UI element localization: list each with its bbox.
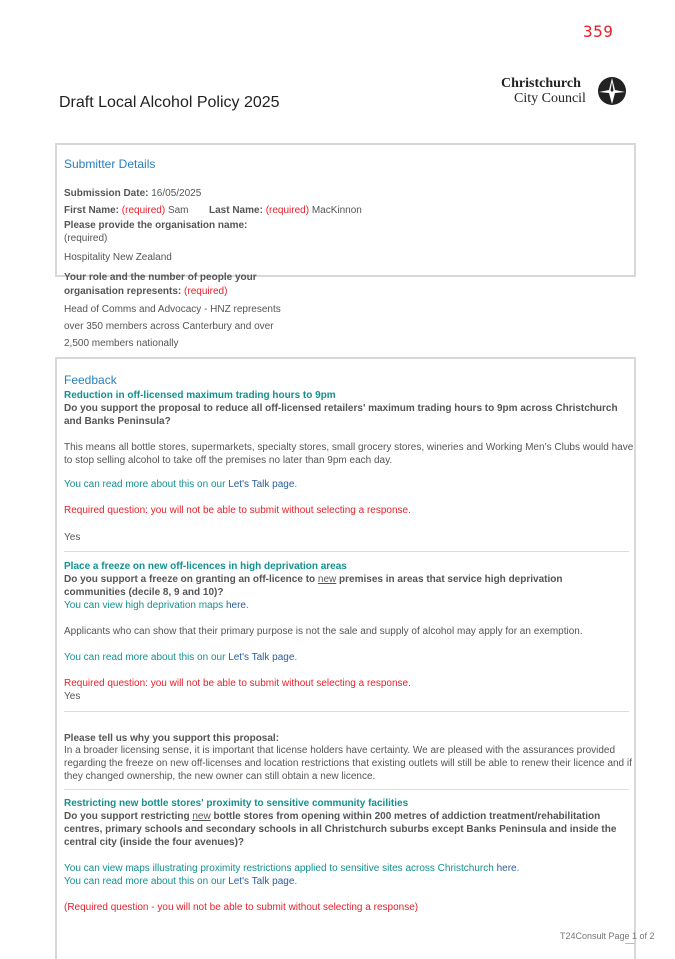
last-name-required: (required) — [265, 205, 310, 216]
reason-label: Please tell us why you support this proposal: — [64, 733, 280, 744]
q1-question-line2: and Banks Peninsula? — [64, 416, 171, 427]
q3-maps-link[interactable]: here — [496, 863, 517, 874]
q2-read-more-prefix: You can read more about this on our — [64, 652, 229, 663]
q3-read-more — [64, 876, 297, 887]
q3-read-more-suffix: . — [294, 876, 298, 887]
q2-question-line1 — [64, 574, 562, 585]
q2-lets-talk-link[interactable]: Let's Talk page — [228, 652, 295, 663]
page-footer: T24Consult Page 1 of 2 — [560, 931, 655, 941]
role-value-line3: 2,500 members nationally — [64, 338, 179, 349]
first-name-value: Sam — [167, 205, 189, 216]
q3-maps — [64, 863, 519, 874]
role-value-line2: over 350 members across Canterbury and over — [64, 321, 274, 332]
q2-question-a: Do you support a freeze on granting an off-licence to — [64, 574, 318, 585]
q3-question-a: Do you support restricting — [64, 811, 193, 822]
q3-maps-prefix: You can view maps illustrating proximity restrictions applied to sensitive sites across Christchurch — [64, 863, 497, 874]
role-label-line1: Your role and the number of people your — [64, 272, 257, 283]
logo-line2: City Council — [514, 91, 586, 106]
footer-rule — [625, 943, 635, 944]
q2-question-line2: communities (decile 8, 9 and 10)? — [64, 587, 224, 598]
q1-lets-talk-link[interactable]: Let's Talk page — [228, 479, 295, 490]
council-logo — [500, 76, 630, 108]
q3-question-line3: central city (inside the four avenues)? — [64, 837, 245, 848]
submission-date-row — [64, 186, 201, 202]
divider — [64, 789, 629, 790]
q3-question-line2: centres, primary schools and secondary schools in all Christchurch suburbs except Banks Peninsula and inside the — [64, 824, 617, 835]
page-number: 359 — [583, 22, 614, 41]
q1-title: Reduction in off-licensed maximum trading hours to 9pm — [64, 390, 336, 401]
last-name-row — [209, 203, 362, 219]
feedback-heading: Feedback — [64, 373, 117, 387]
divider — [64, 711, 629, 712]
q3-read-more-prefix: You can read more about this on our — [64, 876, 229, 887]
q1-answer: Yes — [64, 532, 81, 543]
q3-title: Restricting new bottle stores' proximity to sensitive community facilities — [64, 798, 409, 809]
q3-question-underlined: new — [192, 811, 211, 822]
q3-required-note: (Required question - you will not be able to submit without selecting a response) — [64, 902, 419, 913]
first-name-label: First Name: — [64, 205, 120, 216]
q1-required-note: Required question: you will not be able to submit without selecting a response. — [64, 505, 411, 516]
reason-line2: regarding the freeze on new off-licenses and location restrictions that existing outlets will still be able to renew their licence and if — [64, 758, 632, 769]
q2-maps — [64, 600, 249, 611]
q3-question-line1 — [64, 811, 600, 822]
q1-description-line1: This means all bottle stores, supermarkets, specialty stores, small grocery stores, wineries and Working Men’s Clubs would have — [64, 442, 634, 453]
q2-maps-suffix: . — [245, 600, 249, 611]
role-label-line2: organisation represents: — [64, 286, 182, 297]
reason-line3: they changed ownership, the new owner can still obtain a new licence. — [64, 771, 376, 782]
role-label-line2-row — [64, 284, 227, 300]
divider — [64, 551, 629, 552]
last-name-value: MacKinnon — [311, 205, 362, 216]
q2-read-more — [64, 652, 297, 663]
q3-question-b: bottle stores from opening within 200 metres of addiction treatment/rehabilitation — [210, 811, 601, 822]
reason-line1: In a broader licensing sense, it is important that license holders have certainty. We are pleased with the assurances provided — [64, 745, 616, 756]
q1-read-more-suffix: . — [294, 479, 298, 490]
q3-maps-suffix: . — [516, 863, 520, 874]
q3-lets-talk-link[interactable]: Let's Talk page — [228, 876, 295, 887]
submission-date-value: 16/05/2025 — [151, 188, 202, 199]
q1-read-more — [64, 479, 297, 490]
q2-maps-prefix: You can view high deprivation maps — [64, 600, 226, 611]
q2-question-b: premises in areas that service high deprivation — [336, 574, 563, 585]
q2-exemption: Applicants who can show that their primary purpose is not the sale and supply of alcohol may apply for an exemption. — [64, 626, 583, 637]
q2-maps-link[interactable]: here — [225, 600, 246, 611]
first-name-required: (required) — [121, 205, 166, 216]
org-name-required: (required) — [64, 233, 108, 244]
role-value-line1: Head of Comms and Advocacy - HNZ represents — [64, 304, 281, 315]
q2-answer: Yes — [64, 691, 81, 702]
org-name-label: Please provide the organisation name: — [64, 220, 248, 231]
last-name-label: Last Name: — [209, 205, 263, 216]
role-required: (required) — [184, 286, 228, 297]
submission-date-label: Submission Date: — [64, 188, 149, 199]
document-title: Draft Local Alcohol Policy 2025 — [59, 94, 280, 111]
logo-line1: Christchurch — [501, 76, 581, 91]
submitter-heading: Submitter Details — [64, 157, 156, 171]
name-row — [64, 203, 189, 219]
q1-question-line1: Do you support the proposal to reduce all off-licensed retailers' maximum trading hours to 9pm across Christchurch — [64, 403, 618, 414]
q2-question-underlined: new — [317, 574, 337, 585]
q2-title: Place a freeze on new off-licences in high deprivation areas — [64, 561, 347, 572]
q2-required-note: Required question: you will not be able to submit without selecting a response. — [64, 678, 411, 689]
org-name-value: Hospitality New Zealand — [64, 252, 172, 263]
q1-description-line2: to stop selling alcohol to take off the premises no later than 9pm each day. — [64, 455, 393, 466]
q2-read-more-suffix: . — [294, 652, 298, 663]
q1-read-more-prefix: You can read more about this on our — [64, 479, 229, 490]
cathedral-emblem-icon — [596, 76, 628, 106]
